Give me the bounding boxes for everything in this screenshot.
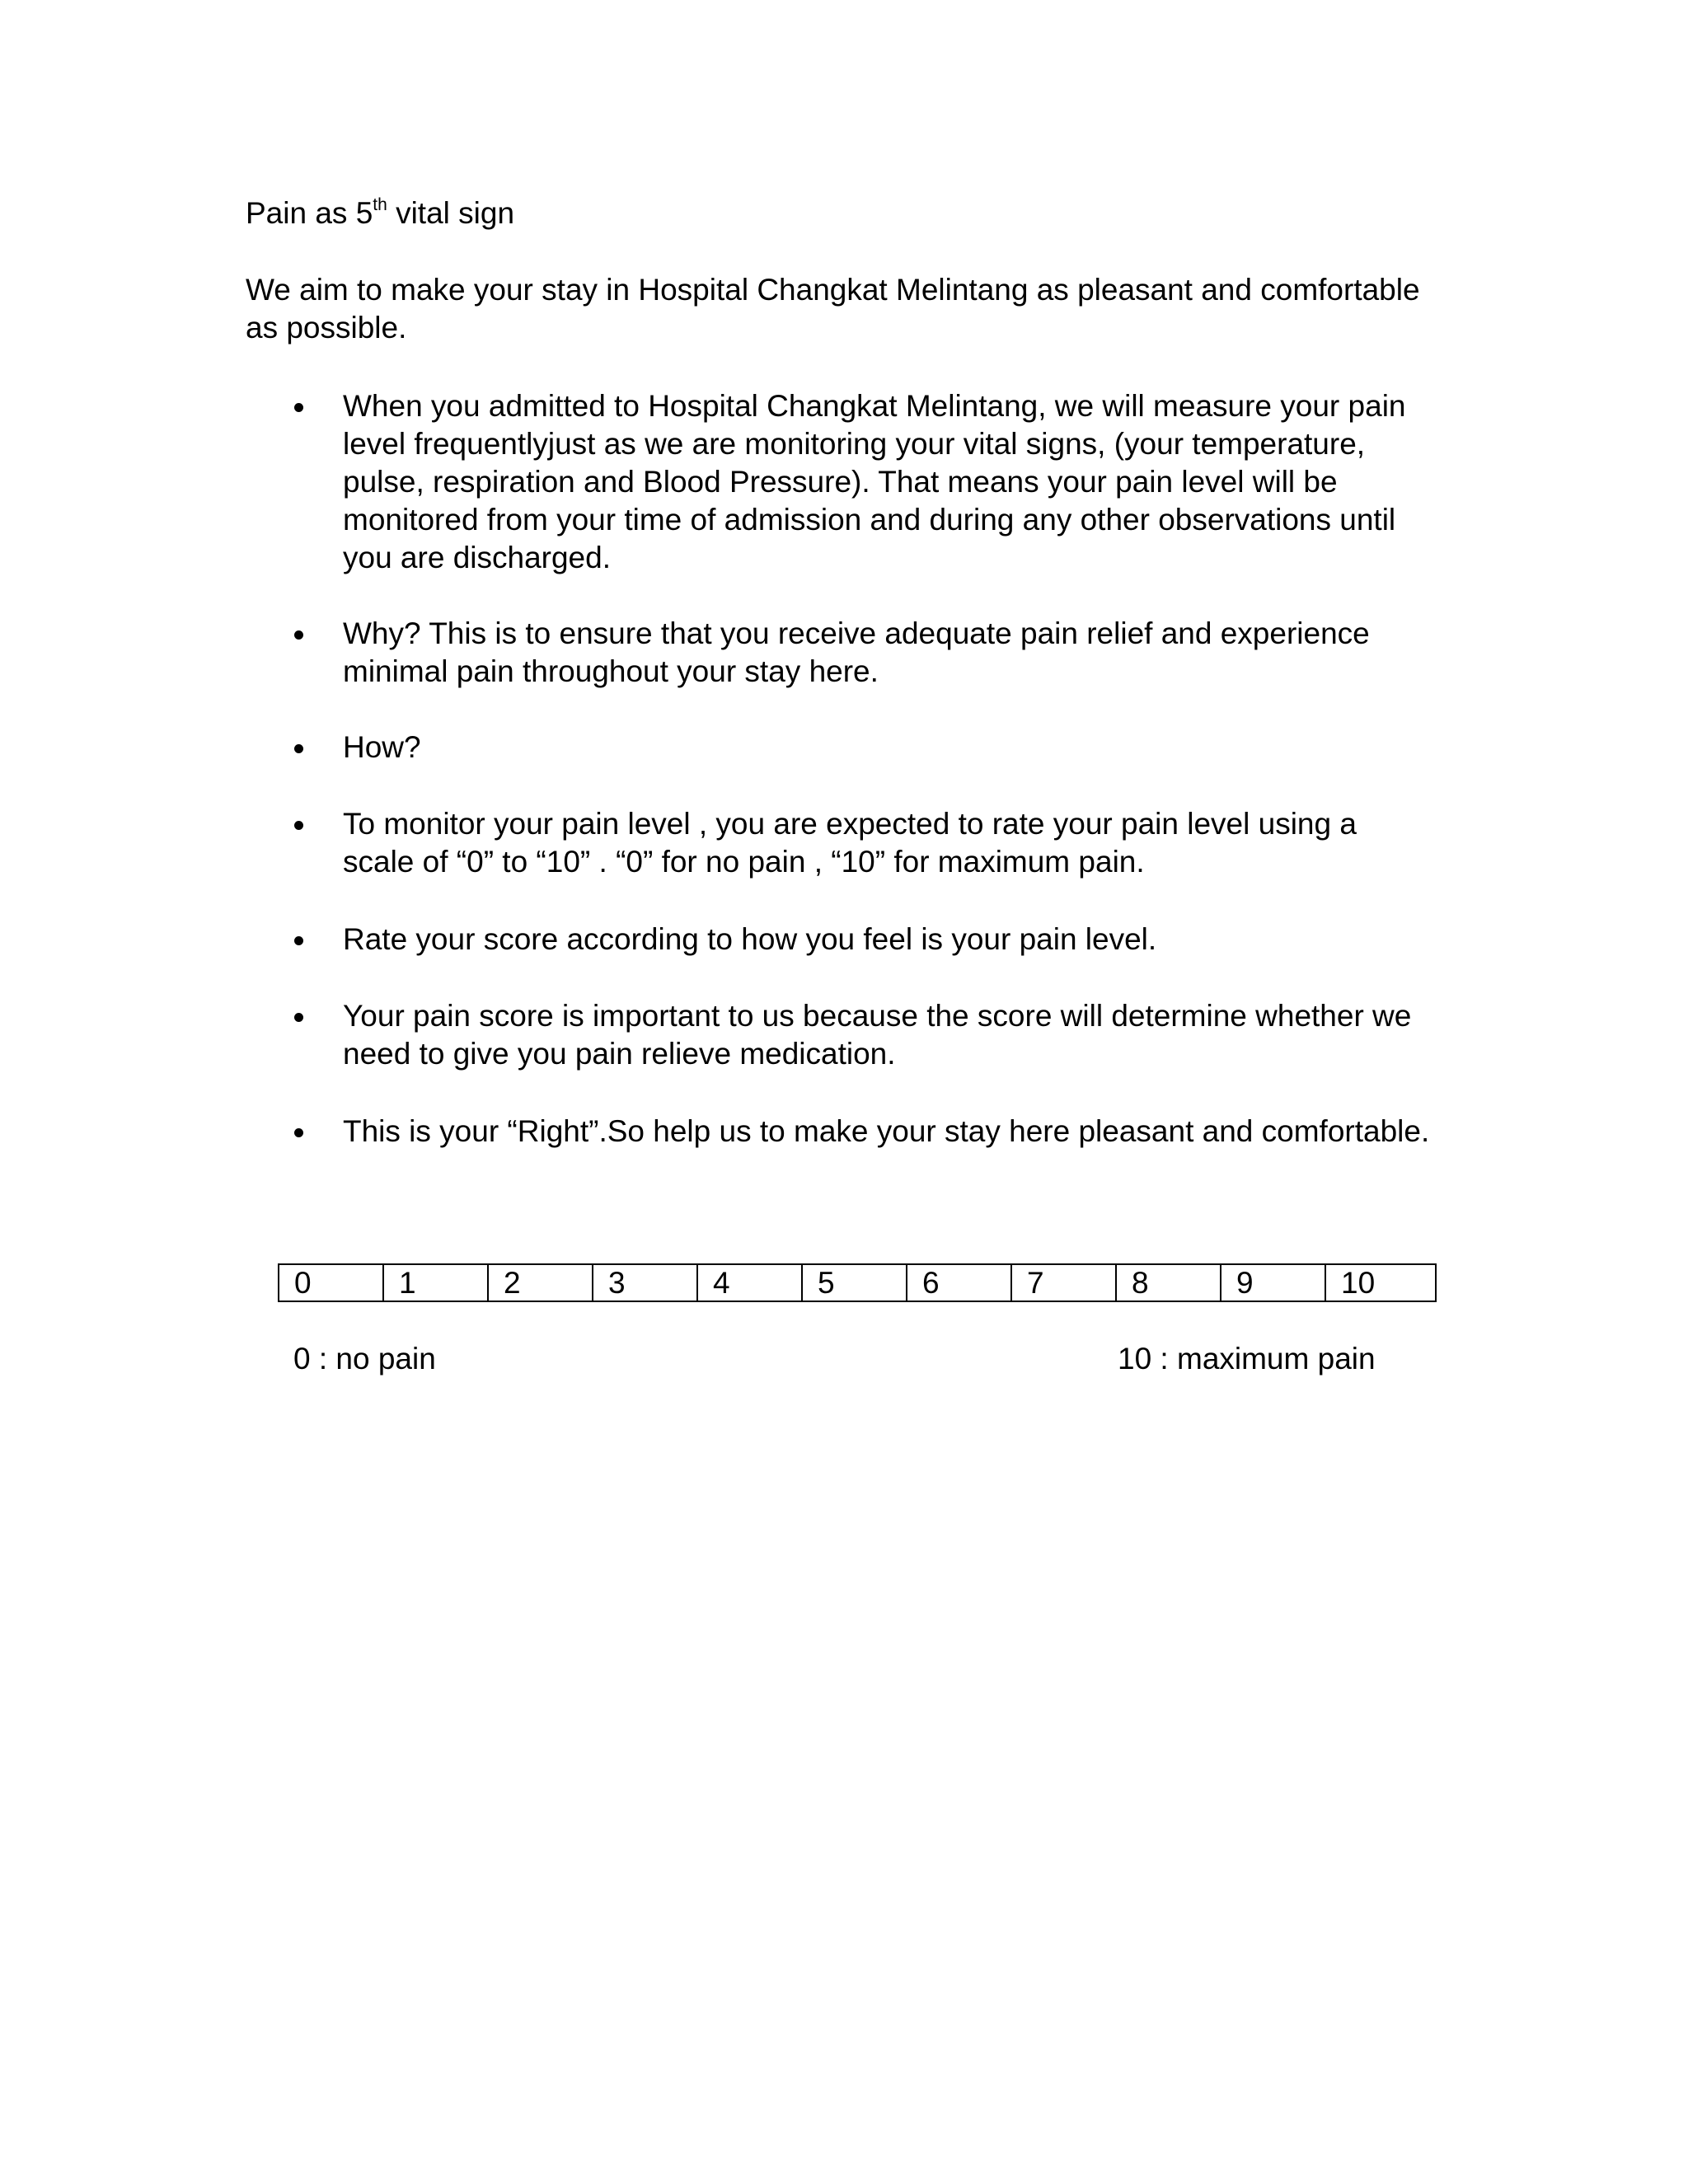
bullet-dot-icon [294,403,303,412]
document-title [246,194,514,237]
legend-maximum-pain: 10 : maximum pain [1118,1342,1376,1376]
bullet-text: To monitor your pain level , you are expected to rate your pain level using a scale of “0” to “10” . “0” for no pain , “10” for maximum pain. [343,807,1357,879]
scale-cell-1: 1 [384,1265,489,1301]
title-superscript: th [373,195,387,214]
bullet-text: Your pain score is important to us because the score will determine whether we need to give you pain relieve medication. [343,999,1412,1071]
legend-no-pain: 0 : no pain [293,1342,436,1376]
scale-cell-7: 7 [1012,1265,1117,1301]
bullet-dot-icon [294,936,303,945]
bullet-dot-icon [294,744,303,753]
bullet-text: When you admitted to Hospital Changkat Melintang, we will measure your pain level frequentlyjust as we are monitoring your vital signs, (your temperature, pulse, respiration and Blood Pressure). That means your pain level will be monitored from your time of admission and during any other observations until you are discharged. [343,389,1406,574]
bullet-text: Rate your score according to how you feel is your pain level. [343,922,1157,956]
pain-scale-table [278,1263,1437,1302]
scale-cell-6: 6 [907,1265,1012,1301]
scale-cell-0: 0 [279,1265,384,1301]
scale-cell-8: 8 [1117,1265,1221,1301]
scale-cell-9: 9 [1221,1265,1326,1301]
intro-paragraph: We aim to make your stay in Hospital Changkat Melintang as pleasant and comfortable as possible. [246,273,1420,344]
bullet-dot-icon [294,821,303,830]
bullet-text: How? [343,730,421,764]
bullet-text: Why? This is to ensure that you receive adequate pain relief and experience minimal pain throughout your stay here. [343,616,1370,688]
bullet-dot-icon [294,1128,303,1137]
scale-cell-4: 4 [698,1265,803,1301]
bullet-dot-icon [294,1013,303,1022]
title-main: Pain as 5 [246,196,373,230]
title-rest: vital sign [387,196,515,230]
scale-cell-10: 10 [1341,1266,1376,1300]
scale-cell-2: 2 [489,1265,593,1301]
scale-cell-5: 5 [803,1265,907,1301]
scale-cell-3: 3 [593,1265,698,1301]
bullet-text: This is your “Right”.So help us to make your stay here pleasant and comfortable. [343,1114,1430,1148]
bullet-dot-icon [294,630,303,640]
